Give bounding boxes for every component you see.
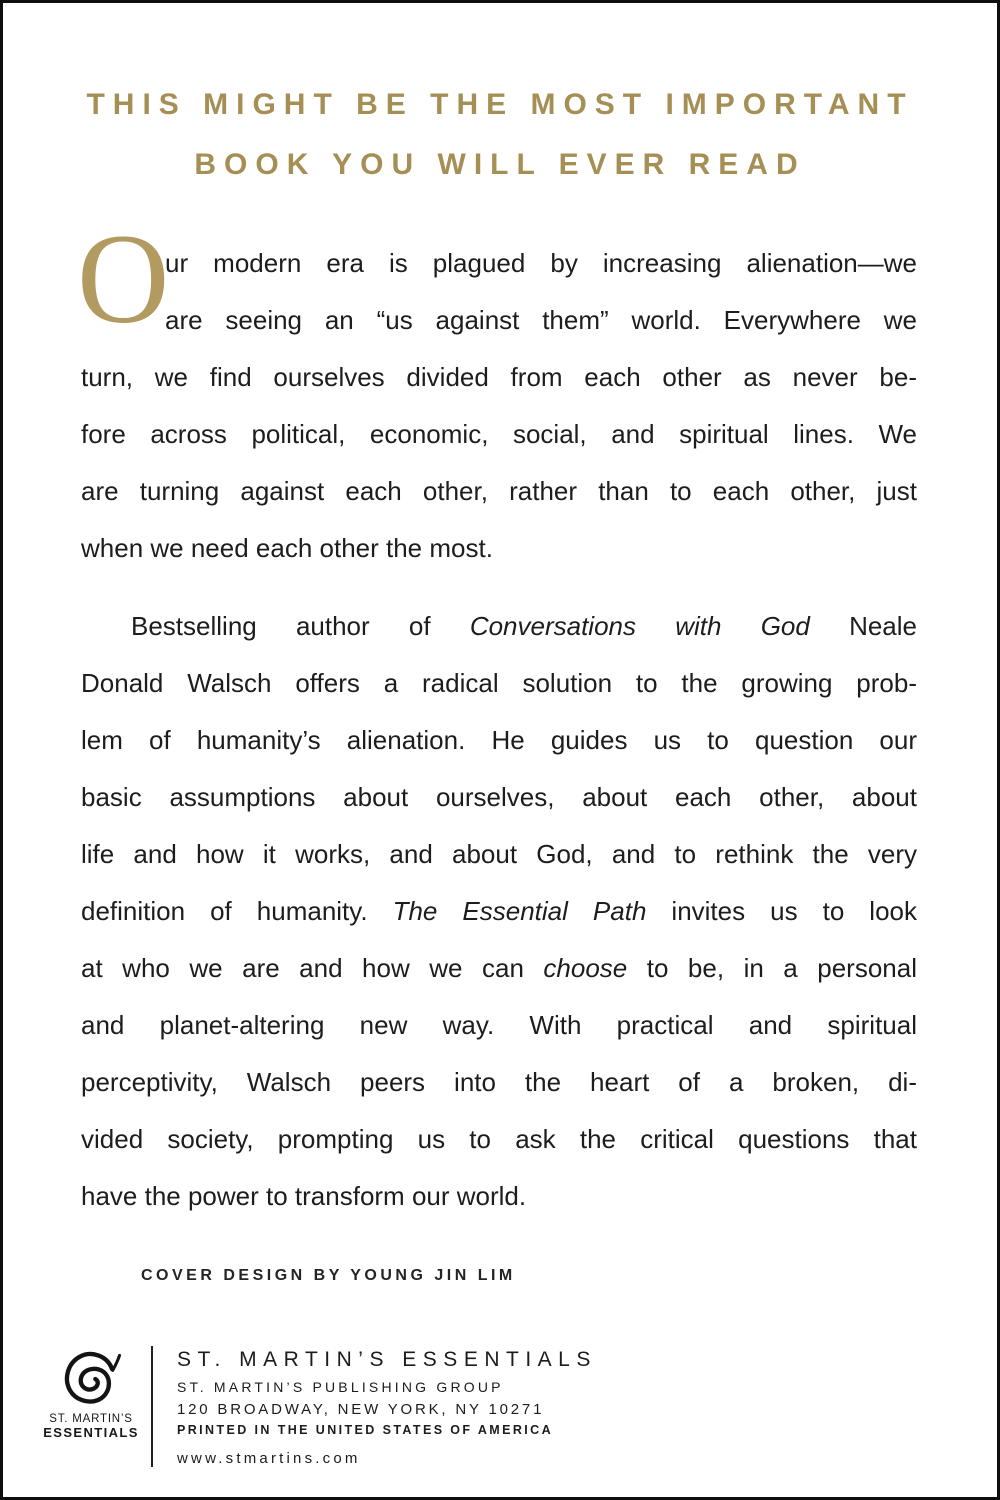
- headline-line-1: THIS MIGHT BE THE MOST IMPORTANT: [86, 88, 914, 121]
- text-line: lem of humanity’s alienation. He guides us to question our: [81, 725, 917, 755]
- text-line: when we need each other the most.: [81, 533, 493, 563]
- paragraph-2-lines: [81, 598, 917, 1225]
- publishing-group: ST. MARTIN’S PUBLISHING GROUP: [177, 1379, 504, 1395]
- opening-paragraph: [77, 208, 917, 577]
- text-line: fore across political, economic, social, and spiritual lines. We: [81, 419, 917, 449]
- publisher-address: 120 BROADWAY, NEW YORK, NY 10271: [177, 1401, 545, 1418]
- publisher-block: [43, 1346, 597, 1467]
- headline-line-2: BOOK YOU WILL EVER READ: [194, 148, 806, 181]
- text-line: definition of humanity. The Essential Path invites us to look: [81, 896, 917, 926]
- logo-name-top: ST. MARTIN’S: [49, 1413, 133, 1425]
- text-line: are turning against each other, rather than to each other, just: [81, 476, 917, 506]
- publisher-info: [177, 1346, 597, 1467]
- text-line: basic assumptions about ourselves, about each other, about: [81, 782, 917, 812]
- text-line: Bestselling author of Conversations with God Neale: [131, 611, 917, 641]
- publisher-website: www.stmartins.com: [177, 1450, 361, 1467]
- text-line: life and how it works, and about God, and to rethink the very: [81, 839, 917, 869]
- text-line: turn, we find ourselves divided from each other as never be-: [81, 362, 917, 392]
- logo-name-bottom: ESSENTIALS: [43, 1425, 139, 1440]
- text-line: are seeing an “us against them” world. Everywhere we: [165, 305, 917, 335]
- drop-cap: O: [77, 208, 170, 350]
- text-line: Donald Walsch offers a radical solution to the growing prob-: [81, 668, 917, 698]
- body-copy: [77, 208, 917, 1285]
- second-paragraph: [81, 598, 917, 1225]
- headline: [3, 75, 997, 195]
- text-line: have the power to transform our world.: [81, 1181, 527, 1211]
- printed-in-line: PRINTED IN THE UNITED STATES OF AMERICA: [177, 1423, 554, 1437]
- paragraph-1-lines: [81, 235, 917, 577]
- publisher-logo: [43, 1346, 139, 1467]
- spiral-swirl-icon: [58, 1348, 124, 1410]
- text-line: and planet-altering new way. With practical and spiritual: [81, 1010, 917, 1040]
- text-line: at who we are and how we can choose to be, in a personal: [81, 953, 917, 983]
- text-line: perceptivity, Walsch peers into the heart of a broken, di-: [81, 1067, 917, 1097]
- text-line: vided society, prompting us to ask the critical questions that: [81, 1124, 917, 1154]
- imprint-name: ST. MARTIN’S ESSENTIALS: [177, 1348, 597, 1371]
- text-line: ur modern era is plagued by increasing alienation—we: [165, 248, 917, 278]
- vertical-divider: [151, 1346, 153, 1467]
- cover-design-credit: COVER DESIGN BY YOUNG JIN LIM: [141, 1267, 516, 1284]
